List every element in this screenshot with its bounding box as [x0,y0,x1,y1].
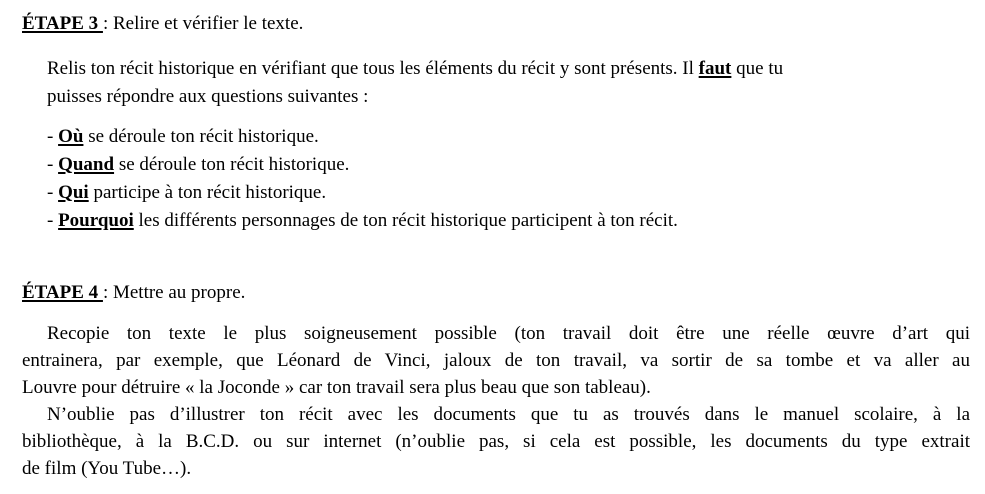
question-keyword: Quand [58,154,115,175]
etape4-para2-line2: bibliothèque, à la B.C.D. ou sur internet (n’oublie pas, si cela est possible, les documents du type extrait [22,431,970,452]
etape3-intro-line1 [47,58,783,80]
etape3-intro-keyword: faut [698,58,732,79]
question-item: - Quand se déroule ton récit historique. [47,154,350,175]
question-keyword: Qui [58,182,89,203]
etape4-heading: ÉTAPE 4 [22,282,103,303]
etape3-heading: ÉTAPE 3 [22,13,103,34]
etape4-para2-line3: de film (You Tube…). [22,458,192,479]
etape4-para1-line1: Recopie ton texte le plus soigneusement possible (ton travail doit être une réelle œuvre d’art qui [47,323,970,344]
etape4-heading-line [22,282,245,304]
etape3-heading-line [22,13,303,35]
etape4-para2-line1: N’oublie pas d’illustrer ton récit avec les documents que tu as trouvés dans le manuel scolaire, à la [47,404,970,425]
etape3-intro-text-end: que tu [731,58,784,79]
question-item: - Qui participe à ton récit historique. [47,182,327,203]
question-keyword: Où [58,126,84,147]
question-item: - Où se déroule ton récit historique. [47,126,319,147]
question-keyword: Pourquoi [58,210,134,231]
etape3-intro-line2: puisses répondre aux questions suivantes : [47,86,369,107]
etape4-para1-line3: Louvre pour détruire « la Joconde » car ton travail sera plus beau que son tableau). [22,377,651,398]
etape3-intro-text: Relis ton récit historique en vérifiant que tous les éléments du récit y sont présents. Il [47,58,699,79]
etape3-title: : Relire et vérifier le texte. [102,13,304,34]
etape4-para1-line2: entrainera, par exemple, que Léonard de Vinci, jaloux de ton travail, va sortir de sa tombe et va aller au [22,350,970,371]
question-item: - Pourquoi les différents personnages de ton récit historique participent à ton récit. [47,210,678,231]
etape4-title: : Mettre au propre. [102,282,246,303]
